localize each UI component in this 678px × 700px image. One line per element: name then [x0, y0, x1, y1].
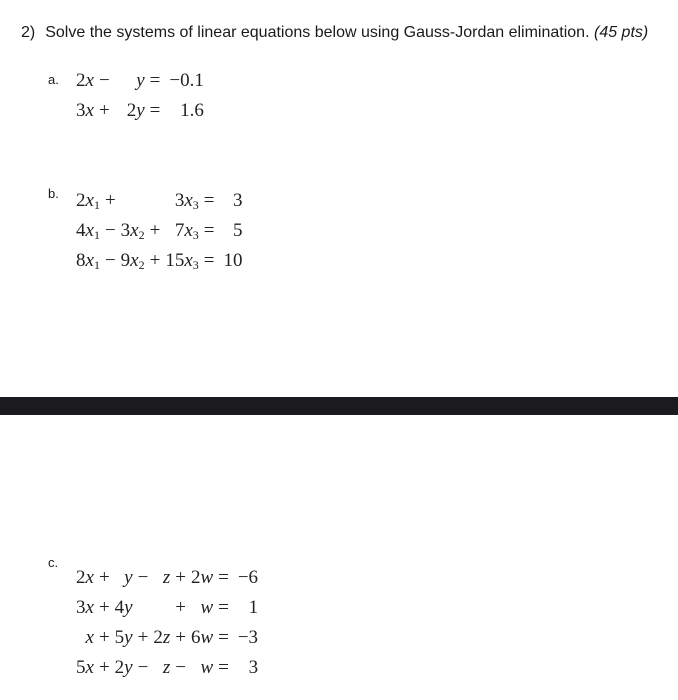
operator: + [98, 567, 110, 588]
variable: x [184, 250, 193, 271]
coefficient: 3 [76, 100, 86, 121]
variable: z [162, 657, 171, 678]
right-hand-side: 1 [248, 597, 259, 618]
variable: x [130, 220, 139, 241]
question-number: 2) [21, 24, 36, 41]
equals-sign: = [203, 250, 215, 271]
part-b-label: b. [48, 186, 59, 201]
variable: x [130, 250, 139, 271]
question-points: (45 pts) [593, 24, 649, 41]
part-b-system [76, 186, 242, 276]
term [191, 653, 213, 683]
variable: x [85, 100, 94, 121]
variable: y [124, 627, 133, 648]
operator: − [175, 657, 186, 678]
right-hand-side: 1.6 [180, 100, 204, 121]
term [115, 96, 145, 126]
term [76, 186, 100, 216]
equation-row [76, 246, 242, 276]
term [76, 593, 94, 623]
right-hand-side: 3 [232, 190, 243, 211]
variable: w [200, 567, 214, 588]
coefficient: 3 [76, 597, 86, 618]
term [76, 653, 94, 683]
term [191, 593, 213, 623]
variable: x [85, 597, 94, 618]
right-hand-side: −3 [237, 627, 259, 648]
coefficient: 3 [120, 220, 131, 241]
term [76, 623, 94, 653]
term [76, 216, 100, 246]
equals-sign: = [218, 597, 229, 618]
variable: x [85, 657, 94, 678]
coefficient: 2 [153, 627, 163, 648]
equation-row [76, 216, 242, 246]
equation-row [76, 66, 204, 96]
equals-sign: = [149, 100, 161, 121]
coefficient: 2 [76, 567, 86, 588]
variable: x [85, 70, 94, 91]
subscript: 1 [93, 228, 100, 242]
coefficient: 4 [76, 220, 86, 241]
equals-sign: = [203, 220, 215, 241]
subscript: 1 [93, 258, 100, 272]
operator: + [137, 627, 149, 648]
term [115, 563, 133, 593]
term [115, 623, 133, 653]
term [165, 246, 198, 276]
right-hand-side: −0.1 [169, 70, 204, 91]
subscript: 3 [192, 198, 199, 212]
coefficient: 7 [174, 220, 185, 241]
variable: x [85, 220, 94, 241]
operator: − [98, 70, 110, 91]
equals-sign: = [218, 627, 229, 648]
equation-row [76, 653, 258, 683]
term [191, 623, 213, 653]
variable: y [124, 567, 133, 588]
variable: x [85, 250, 94, 271]
term [115, 653, 133, 683]
right-hand-side: 5 [232, 220, 243, 241]
part-a-system [76, 66, 204, 126]
term [153, 623, 170, 653]
term [76, 66, 94, 96]
term [76, 96, 94, 126]
term [121, 186, 145, 216]
variable: w [200, 657, 214, 678]
subscript: 2 [138, 228, 145, 242]
operator [133, 593, 154, 623]
variable: z [162, 567, 171, 588]
term [153, 653, 170, 683]
operator: + [149, 250, 161, 271]
operator: + [98, 657, 110, 678]
variable: x [85, 627, 94, 648]
variable: y [124, 657, 133, 678]
term [76, 246, 100, 276]
part-a-label: a. [48, 72, 59, 87]
equals-sign: = [203, 190, 215, 211]
variable: x [184, 190, 193, 211]
variable: y [124, 597, 133, 618]
variable: y [136, 100, 145, 121]
coefficient: 6 [190, 627, 201, 648]
operator: + [175, 597, 186, 618]
term [76, 563, 94, 593]
term [191, 563, 213, 593]
operator: + [175, 567, 186, 588]
coefficient: 8 [76, 250, 86, 271]
operator: + [175, 627, 186, 648]
question-text: Solve the systems of linear equations below using Gauss-Jordan elimination. [45, 24, 590, 41]
variable: x [85, 567, 94, 588]
variable: x [85, 190, 94, 211]
right-hand-side: 3 [248, 657, 259, 678]
term [165, 186, 198, 216]
equation-row [76, 563, 258, 593]
coefficient: 2 [114, 657, 125, 678]
operator: + [98, 627, 110, 648]
coefficient: 2 [76, 190, 86, 211]
subscript: 2 [138, 258, 145, 272]
redaction-bar [0, 397, 678, 415]
coefficient: 2 [126, 100, 137, 121]
part-c-system [76, 563, 258, 683]
operator: + [98, 597, 110, 618]
question-header [21, 24, 648, 42]
operator: − [137, 657, 149, 678]
right-hand-side: −6 [237, 567, 259, 588]
term [115, 593, 133, 623]
coefficient: 15 [165, 250, 185, 271]
variable: w [200, 597, 214, 618]
coefficient: 5 [76, 657, 86, 678]
equals-sign: = [218, 657, 229, 678]
term [115, 66, 145, 96]
equals-sign: = [149, 70, 161, 91]
operator: + [149, 220, 161, 241]
equation-row [76, 96, 204, 126]
subscript: 3 [192, 228, 199, 242]
equals-sign: = [218, 567, 229, 588]
variable: y [136, 70, 145, 91]
term [165, 216, 198, 246]
operator: − [104, 220, 116, 241]
term [121, 246, 145, 276]
operator: − [137, 567, 149, 588]
equation-row [76, 593, 258, 623]
subscript: 3 [192, 258, 199, 272]
term [153, 593, 170, 623]
operator: + [104, 190, 116, 211]
variable: x [184, 220, 193, 241]
operator: + [98, 100, 110, 121]
part-c-label: c. [48, 555, 59, 570]
coefficient: 3 [174, 190, 185, 211]
coefficient: 2 [76, 70, 86, 91]
right-hand-side: 10 [223, 250, 243, 271]
term [153, 563, 170, 593]
coefficient: 5 [114, 627, 125, 648]
subscript: 1 [93, 198, 100, 212]
coefficient: 9 [120, 250, 131, 271]
coefficient: 4 [114, 597, 125, 618]
equation-row [76, 623, 258, 653]
coefficient: 2 [190, 567, 201, 588]
term [121, 216, 145, 246]
operator [145, 186, 166, 216]
variable: z [162, 627, 171, 648]
variable: w [200, 627, 214, 648]
operator: − [104, 250, 116, 271]
equation-row [76, 186, 242, 216]
